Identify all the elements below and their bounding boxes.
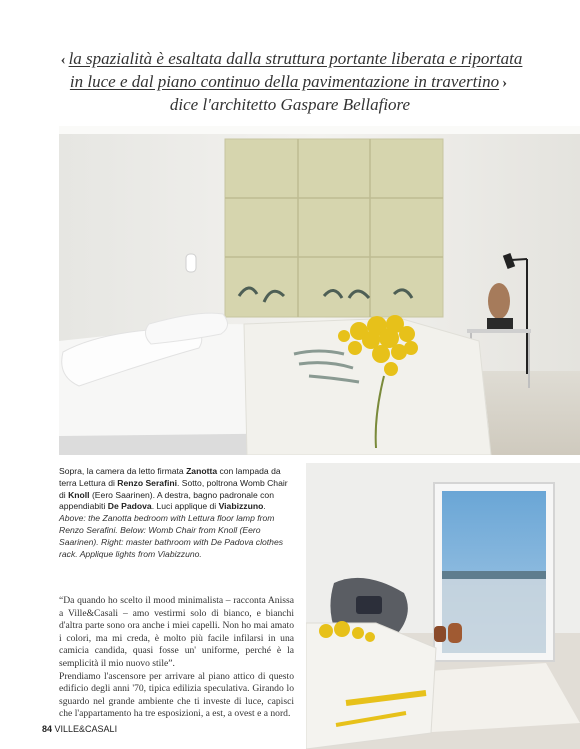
body-paragraph: Prendiamo l'ascensore per arrivare al piano attico di questo edificio degli anni '70, tipica edilizia speculativa. Girando lo sguardo nel grande ambiente che ti investe di luce, capisci che l'appartamento ha tre esposizioni, a est, a ovest e a nord. — [59, 670, 294, 720]
quote-close-mark: › — [502, 75, 508, 91]
caption-italian: Sopra, la camera da letto firmata Zanotta con lampada da terra Lettura di Renzo Serafini. Sotto, poltrona Womb Chair di Knoll (Eero Saarinen). A destra, bagno padronale con appendiabiti De Padova. Luci applique di Viabizzuno. — [59, 466, 288, 512]
caption-english: Above: the Zanotta bedroom with Lettura floor lamp from Renzo Serafini. Below: Womb Chair from Knoll (Eero Saarinen). Right: master bathroom with De Padova clothes rack. Applique lights from Viabizzuno. — [59, 513, 284, 559]
bedroom-photo — [59, 126, 580, 455]
body-paragraph: “Da quando ho scelto il mood minimalista – racconta Anissa a Ville&Casali – amo vestirmi solo di bianco, e bianchi d'altra parte sono ora anche i miei capelli. Non ho mai amato i colori, ma mi creda, è molto più facile infilarsi in una camicia candida, quasi fosse un' uniforme, perché è la semplicità il mio nuovo stile”. — [59, 595, 294, 669]
quote-attribution: dice l'architetto Gaspare Bellafiore — [169, 95, 411, 114]
page-number: 84 — [42, 724, 53, 734]
page-folio — [42, 724, 117, 734]
quote-line-2: in luce e dal piano continuo della pavimentazione in travertino › — [0, 71, 580, 94]
quote-line-1: ‹ la spazialità è esaltata dalla struttura portante liberata e riportata — [0, 48, 580, 71]
bathroom-photo — [306, 463, 580, 749]
photo-caption — [59, 466, 295, 560]
article-body — [59, 595, 294, 721]
magazine-name: VILLE&CASALI — [54, 724, 118, 734]
pull-quote — [0, 48, 580, 116]
quote-open-mark: ‹ — [60, 52, 66, 68]
